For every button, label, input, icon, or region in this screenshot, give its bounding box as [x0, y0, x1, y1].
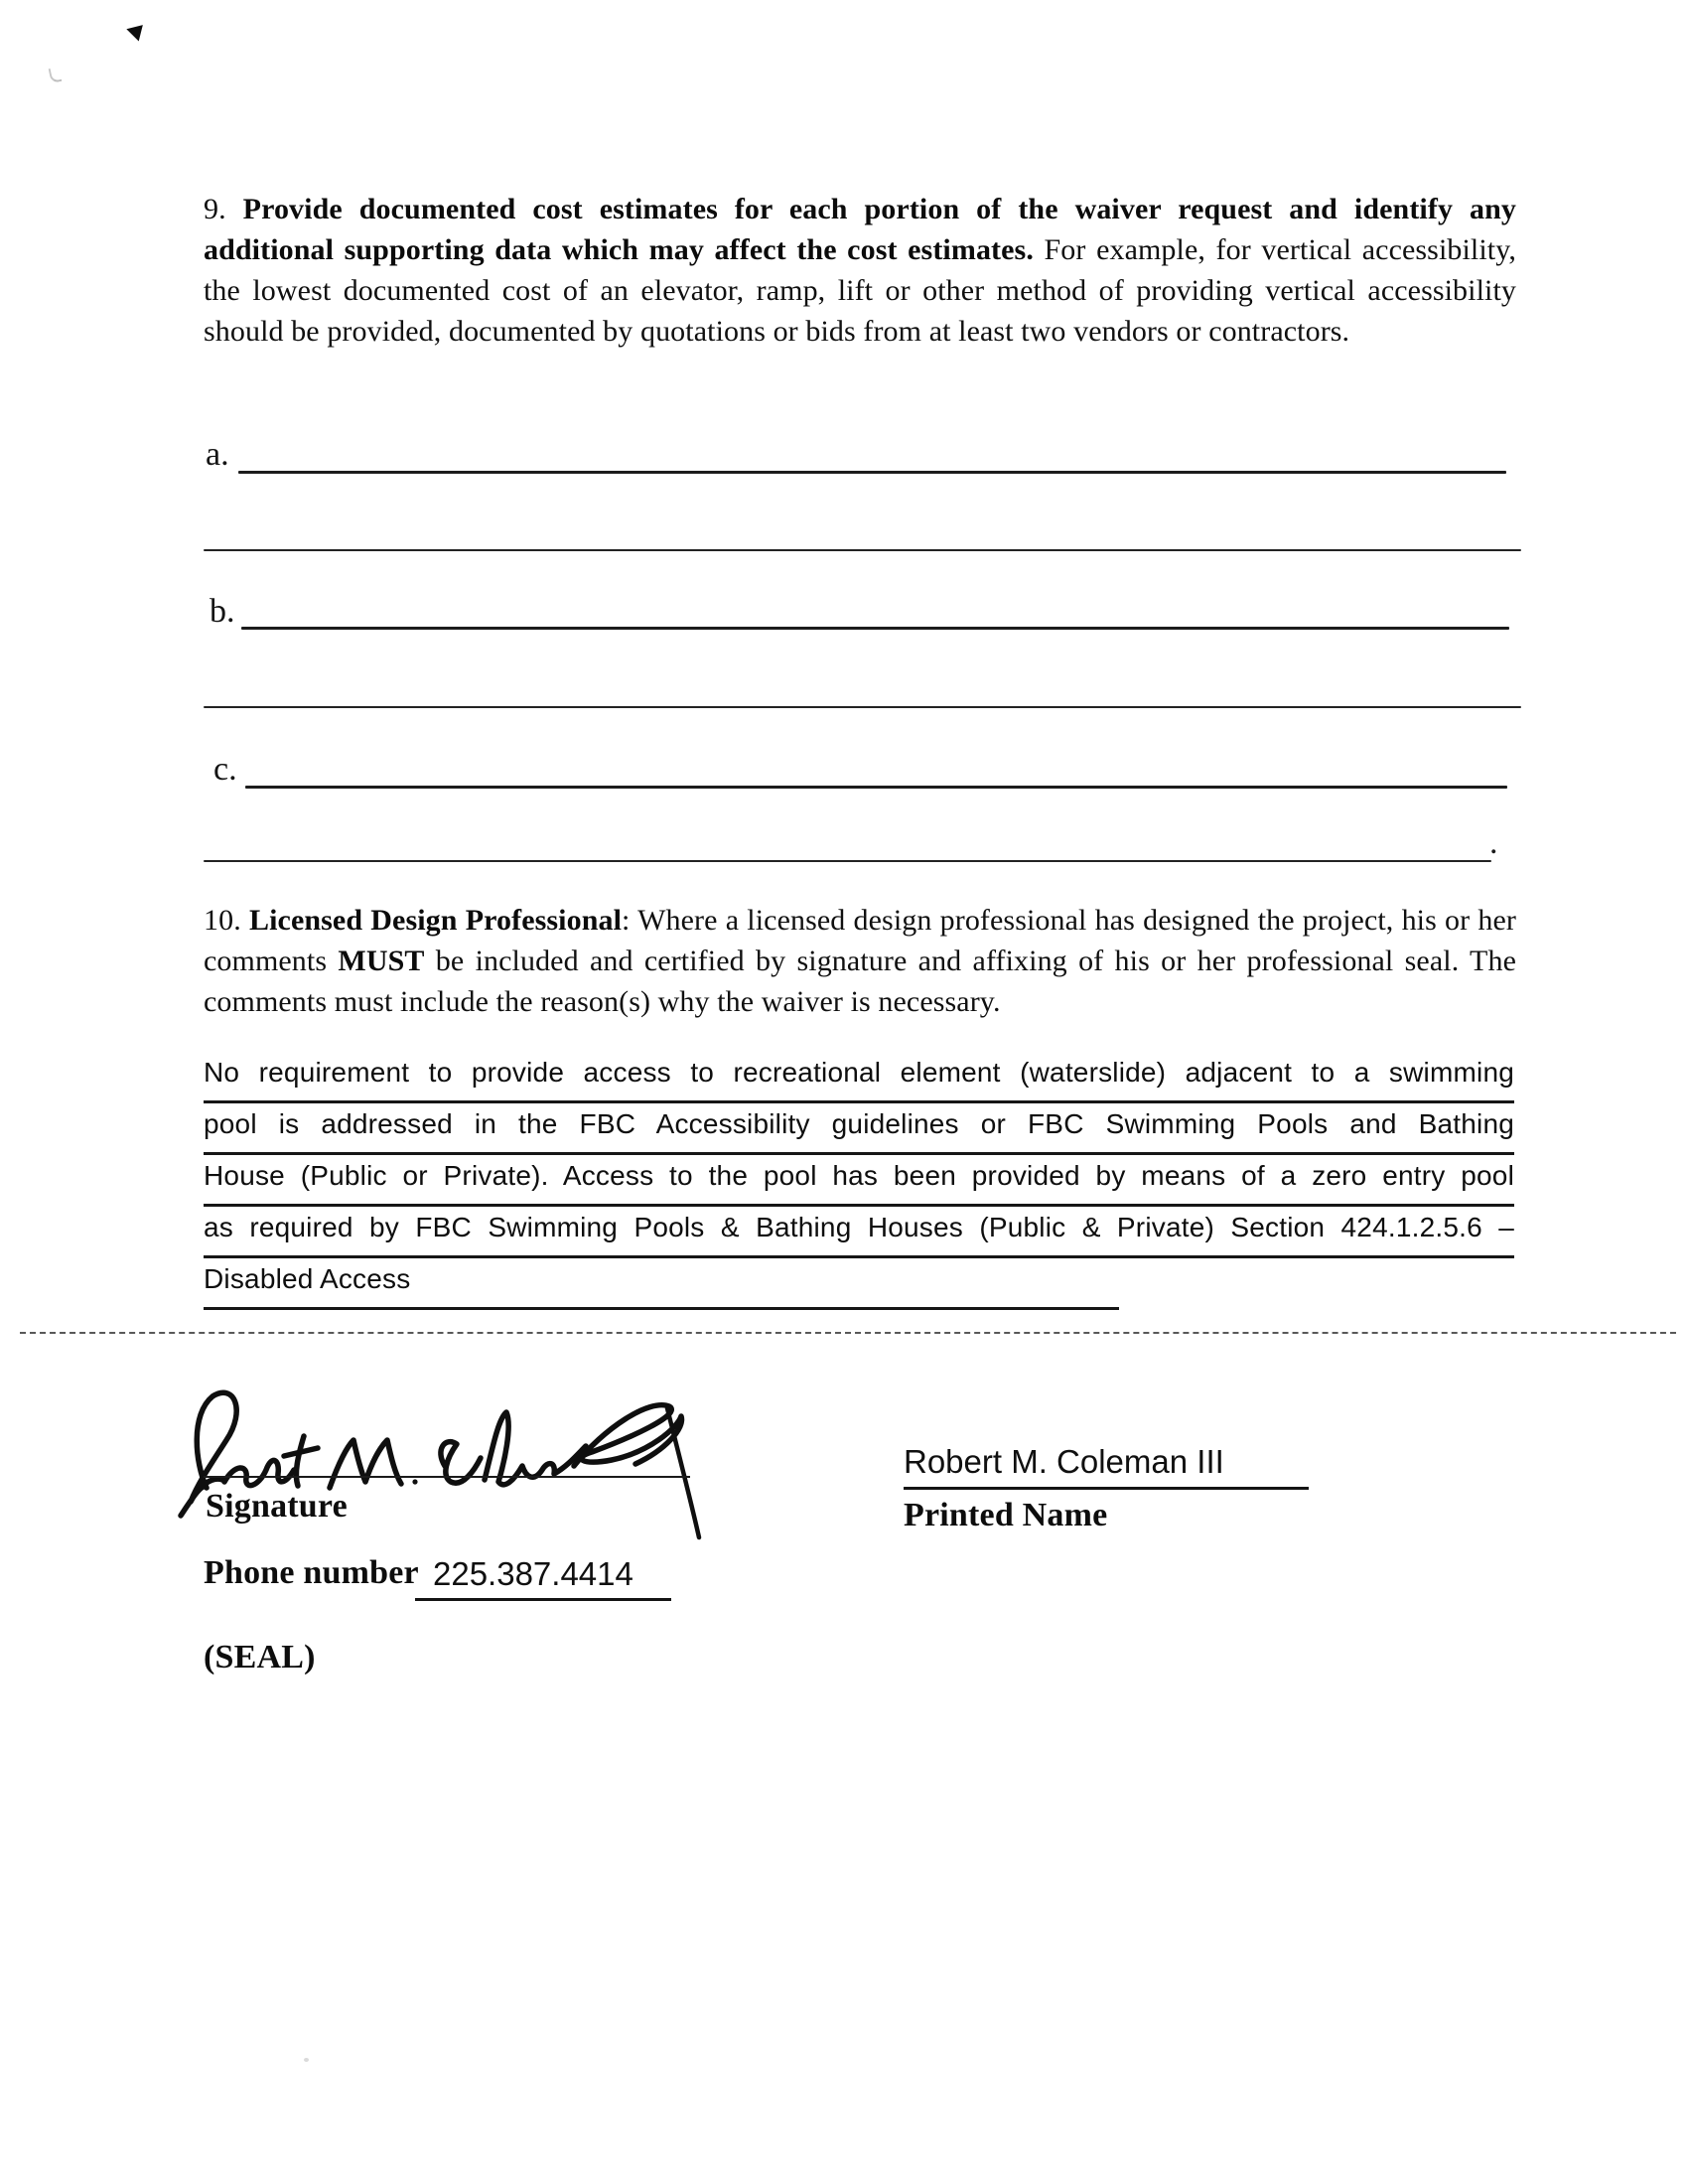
scan-speck-mark: [49, 67, 63, 83]
item9-number: 9.: [204, 193, 226, 225]
comment-line: pool is addressed in the FBC Accessibility guidelines or FBC Swimming Pools and Bathing: [204, 1106, 1514, 1155]
item10-number: 10.: [204, 904, 241, 937]
phone-number-label: Phone number: [204, 1554, 419, 1591]
item9-bold-text: Provide documented cost estimates for each portion of the waiver request and identify any additional supporting data which may affect the cost estimates.: [204, 193, 1516, 266]
signature-label: Signature: [206, 1488, 348, 1525]
item10-bold-must: MUST: [338, 945, 425, 977]
item10-after-must: be included and certified by signature and affixing of his or her professional seal. The comments must include the reason(s) why the waiver is necessary.: [204, 945, 1516, 1018]
comment-line: No requirement to provide access to recreational element (waterslide) adjacent to a swimming: [204, 1055, 1514, 1103]
printed-name-value: Robert M. Coleman III: [904, 1442, 1309, 1490]
section-divider: [20, 1332, 1676, 1334]
blank-c-line: [245, 786, 1507, 789]
professional-comments: [204, 1055, 1514, 1313]
blank-a-line2: [204, 549, 1521, 551]
item10-after-title: : Where a licensed design professional has designed the project, his or her comments: [204, 904, 1517, 977]
printed-name-label: Printed Name: [904, 1497, 1108, 1533]
comment-line: as required by FBC Swimming Pools & Bathing Houses (Public & Private) Section 424.1.2.5.6 –: [204, 1210, 1514, 1258]
scan-speck-triangle: [124, 21, 143, 41]
item10-paragraph: [204, 900, 1516, 1022]
blank-c-label: c.: [213, 751, 237, 788]
signature-line: [204, 1476, 690, 1478]
blank-a-label: a.: [206, 436, 229, 473]
trailing-period: .: [1489, 824, 1498, 861]
comment-line: Disabled Access: [204, 1261, 1119, 1310]
blank-c-line2: [204, 860, 1491, 862]
comment-line: House (Public or Private). Access to the pool has been provided by means of a zero entry pool: [204, 1158, 1514, 1207]
blank-a-line: [238, 471, 1506, 474]
blank-b-label: b.: [210, 593, 235, 630]
blank-b-line2: [204, 706, 1521, 708]
blank-b-line: [241, 627, 1509, 630]
item9-regular-text: For example, for vertical accessibility, the lowest documented cost of an elevator, ramp, lift or other method of providing vertical accessibility should be provided, documented by quotations or bids from at least two vendors or contractors.: [204, 233, 1516, 348]
phone-number-value: 225.387.4414: [415, 1554, 671, 1601]
item9-paragraph: [204, 189, 1516, 352]
item10-bold-title: Licensed Design Professional: [248, 904, 623, 937]
scan-speck-dot: [304, 2058, 309, 2062]
seal-label: (SEAL): [204, 1639, 316, 1675]
